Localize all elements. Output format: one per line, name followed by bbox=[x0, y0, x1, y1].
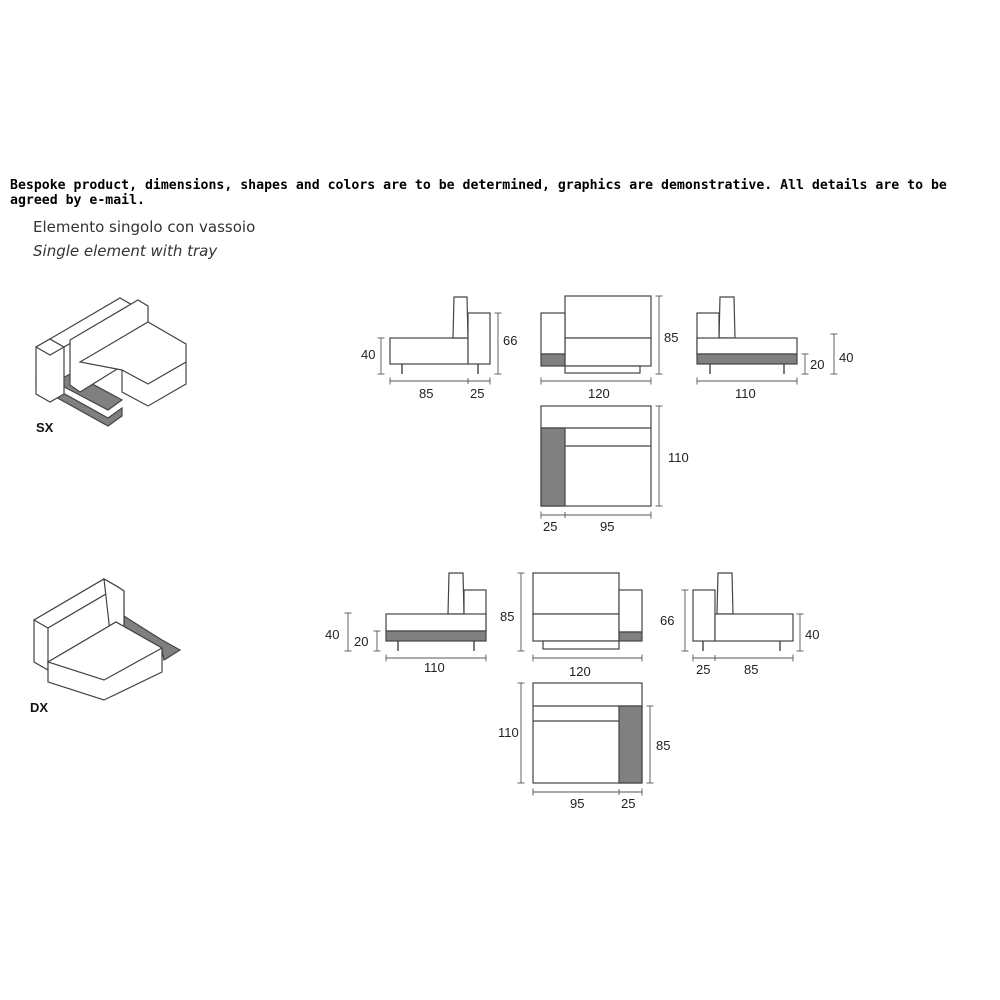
dx-front-view bbox=[500, 573, 642, 679]
sx-side-height-seat: 40 bbox=[361, 347, 376, 362]
sx-front-view bbox=[541, 296, 678, 401]
dx-isometric-view bbox=[30, 579, 180, 715]
dx-side-height-seat: 40 bbox=[805, 627, 820, 642]
sx-label: SX bbox=[36, 420, 54, 435]
product-title-italian: Elemento singolo con vassoio bbox=[33, 218, 256, 236]
dx-side-depth-back: 25 bbox=[696, 662, 711, 677]
dx-top-tray-width: 25 bbox=[621, 796, 636, 811]
dx-front-depth: 85 bbox=[500, 609, 515, 624]
dx-top-depth-seat: 85 bbox=[656, 738, 671, 753]
sx-side-depth-back: 25 bbox=[470, 386, 485, 401]
sx-tray-side-view bbox=[697, 297, 853, 401]
dx-tray-height: 20 bbox=[354, 634, 369, 649]
dx-top-depth: 110 bbox=[498, 725, 519, 740]
sx-tray-width: 110 bbox=[735, 386, 756, 401]
dx-tray-width: 110 bbox=[424, 660, 445, 675]
sx-tray-height: 20 bbox=[810, 357, 825, 372]
dx-label: DX bbox=[30, 700, 49, 715]
sx-top-depth: 110 bbox=[668, 450, 689, 465]
dx-side-depth-seat: 85 bbox=[744, 662, 759, 677]
dx-side-height-back: 66 bbox=[660, 613, 675, 628]
sx-side-view bbox=[361, 297, 517, 401]
sx-top-tray-width: 25 bbox=[543, 519, 558, 534]
product-title-english: Single element with tray bbox=[33, 242, 218, 260]
sx-top-seat-width: 95 bbox=[600, 519, 615, 534]
dx-tray-total-height: 40 bbox=[325, 627, 340, 642]
sx-side-height-back: 66 bbox=[503, 333, 518, 348]
dx-front-width: 120 bbox=[569, 664, 591, 679]
sx-isometric-view bbox=[36, 298, 186, 435]
dx-side-view bbox=[660, 573, 819, 677]
dx-top-view bbox=[498, 683, 670, 811]
sx-front-depth: 85 bbox=[664, 330, 679, 345]
disclaimer-text: Bespoke product, dimensions, shapes and colors are to be determined, graphics are demonstrative. All details are to be agreed by e-mail. bbox=[10, 178, 947, 208]
sx-top-view bbox=[541, 406, 689, 534]
sx-tray-total-height: 40 bbox=[839, 350, 854, 365]
sx-front-width: 120 bbox=[588, 386, 610, 401]
sx-side-depth-seat: 85 bbox=[419, 386, 434, 401]
dx-top-seat-width: 95 bbox=[570, 796, 585, 811]
dx-tray-side-view bbox=[325, 573, 486, 675]
